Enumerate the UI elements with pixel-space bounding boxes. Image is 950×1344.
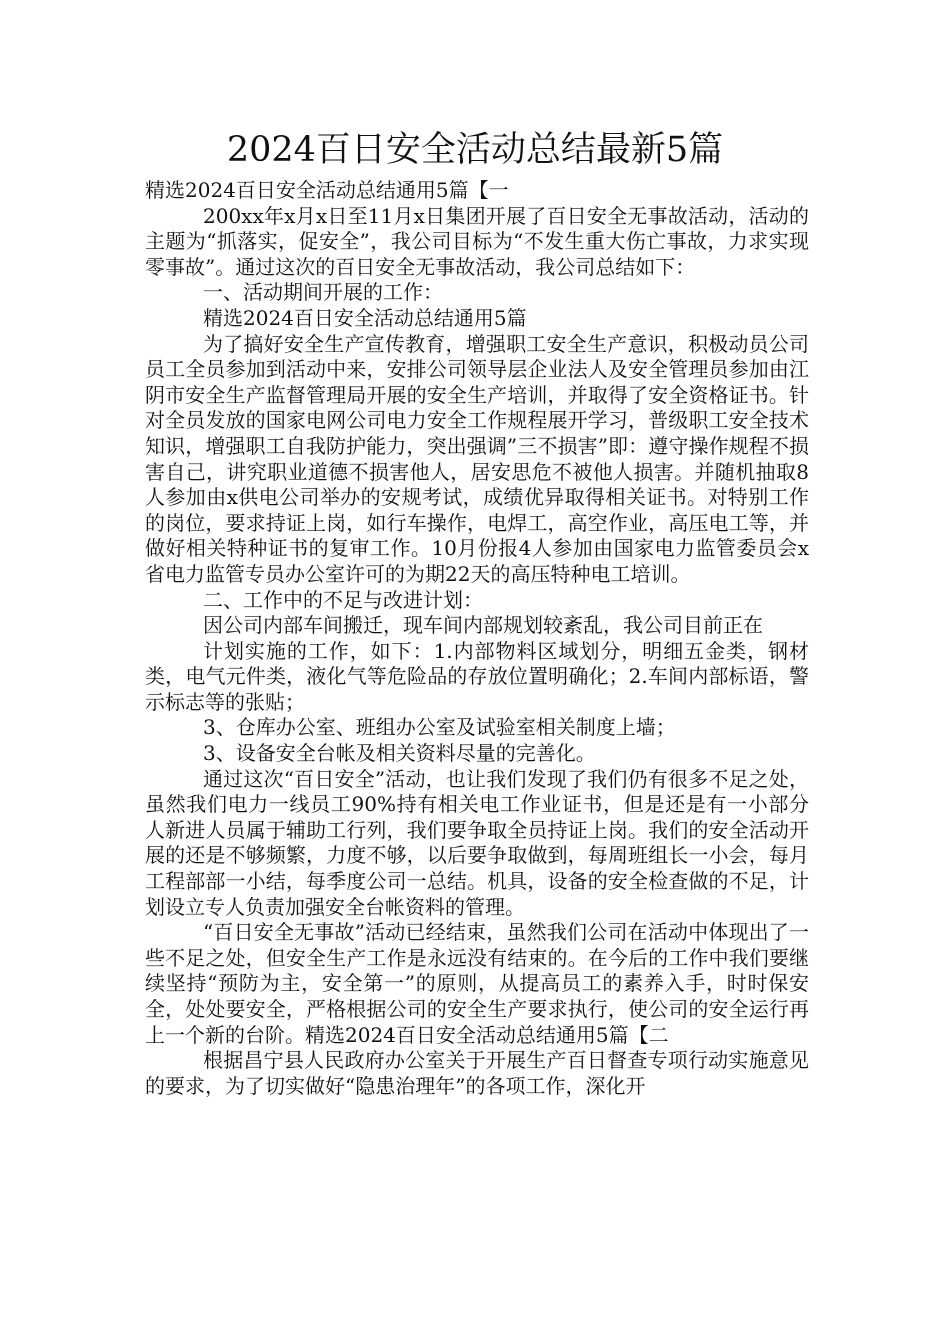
paragraph: 计划实施的工作，如下：1.内部物料区域划分，明细五金类，钢材类，电气元件类，液化气等危险品的存放位置明确化；2.车间内部标语，警示标志等的张贴； [145, 638, 809, 714]
paragraph-subtitle: 精选2024百日安全活动总结通用5篇 [203, 305, 527, 330]
section-heading-improvements: 二、工作中的不足与改进计划： [203, 587, 483, 612]
list-item: 3、设备安全台帐及相关资料尽量的完善化。 [203, 741, 596, 766]
paragraph: 为了搞好安全生产宣传教育，增强职工安全生产意识，积极动员公司员工全员参加到活动中来，安排公司领导层企业法人及安全管理员参加由江阴市安全生产监督管理局开展的安全生产培训，并取得了安全资格证书。针对全员发放的国家电网公司电力安全工作规程展开学习，普级职工安全技术知识，增强职工自我防护能力，突出强调”三不损害”即：遵守操作规程不损害自己，讲究职业道德不损害他人，居安思危不被他人损害。并随机抽取8人参加由x供电公司举办的安规考试，成绩优异取得相关证书。对特别工作的岗位，要求持证上岗，如行车操作，电焊工，高空作业，高压电工等，并做好相关特种证书的复审工作。10月份报4人参加由国家电力监管委员会x省电力监管专员办公室许可的为期22天的高压特种电工培训。 [145, 331, 809, 586]
paragraph: 因公司内部车间搬迁，现车间内部规划较紊乱，我公司目前正在 [203, 613, 763, 638]
paragraph: 根据昌宁县人民政府办公室关于开展生产百日督查专项行动实施意见的要求，为了切实做好“隐患治理年”的各项工作，深化开 [145, 1048, 809, 1098]
section-heading-activities: 一、活动期间开展的工作： [203, 280, 443, 305]
paragraph: 通过这次“百日安全”活动，也让我们发现了我们仍有很多不足之处，虽然我们电力一线员工90%持有相关电工作业证书，但是还是有一小部分人新进人员属于辅助工行列，我们要争取全员持证上岗。我们的安全活动开展的还是不够频繁，力度不够，以后要争取做到，每周班组长一小会，每月工程部部一小结，每季度公司一总结。机具，设备的安全检查做的不足，计划设立专人负责加强安全台帐资料的管理。 [145, 766, 809, 919]
document-body [145, 178, 809, 1099]
list-item: 3、仓库办公室、班组办公室及试验室相关制度上墙； [203, 715, 676, 740]
paragraph-heading-one: 精选2024百日安全活动总结通用5篇【一 [145, 178, 509, 202]
document-title: 2024百日安全活动总结最新5篇 [226, 130, 724, 170]
paragraph: “百日安全无事故”活动已经结束，虽然我们公司在活动中体现出了一些不足之处，但安全生产工作是永远没有结束的。在今后的工作中我们要继续坚持“预防为主，安全第一”的原则，从提高员工的素养入手，时时保安全，处处要安全，严格根据公司的安全生产要求执行，使公司的安全运行再上一个新的台阶。精选2024百日安全活动总结通用5篇【二 [145, 920, 809, 1047]
paragraph: 200xx年x月x日至11月x日集团开展了百日安全无事故活动，活动的主题为“抓落实，促安全”，我公司目标为“不发生重大伤亡事故，力求实现零事故”。通过这次的百日安全无事故活动，我公司总结如下： [145, 203, 809, 279]
